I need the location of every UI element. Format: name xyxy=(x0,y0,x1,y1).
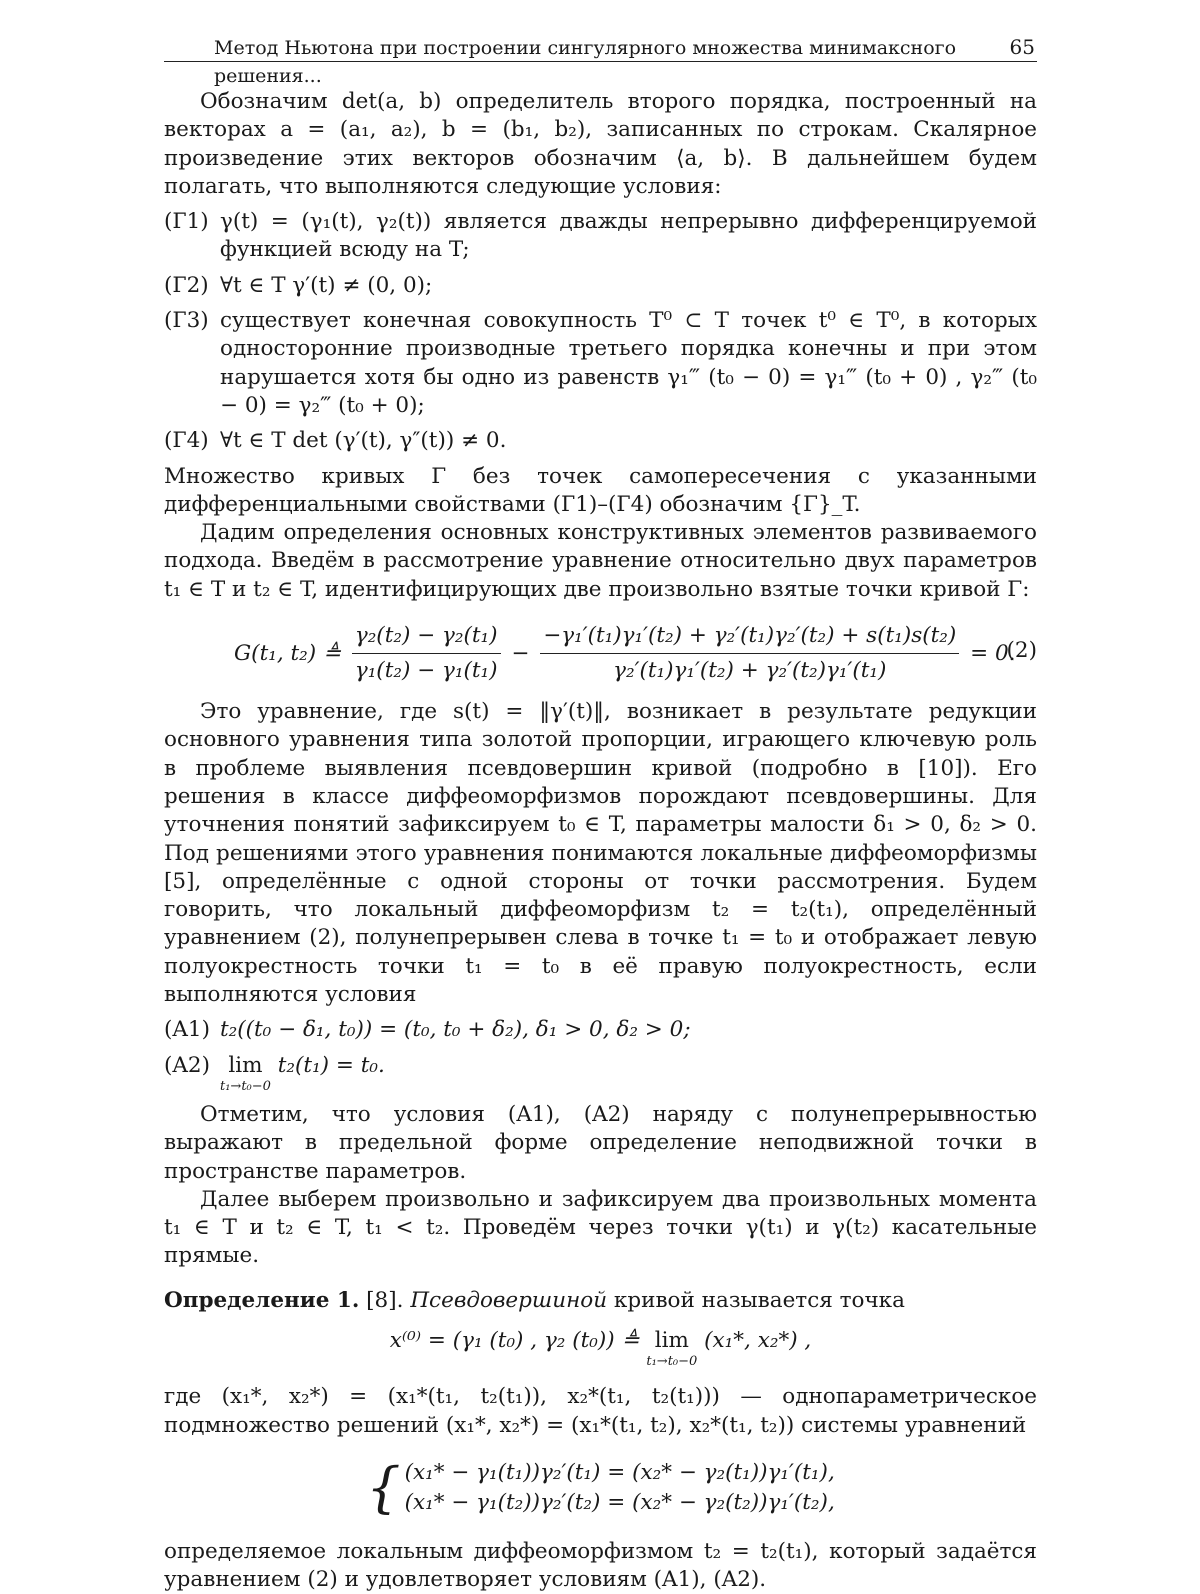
running-title: Метод Ньютона при построении сингулярного множества минимаксного решения... xyxy=(214,37,957,88)
condition-text: ∀t ∈ T γ′(t) ≠ (0, 0); xyxy=(220,272,433,298)
equation-body xyxy=(234,622,1016,686)
condition-g4 xyxy=(164,427,1037,455)
fraction-2-numerator: −γ₁′(t₁)γ₁′(t₂) + γ₂′(t₁)γ₂′(t₂) + s(t₁)s(t₂) xyxy=(540,622,959,654)
condition-text: t₂((t₀ − δ₁, t₀)) = (t₀, t₀ + δ₂), δ₁ > 0, δ₂ > 0; xyxy=(220,1017,691,1043)
formula-lhs: x⁽⁰⁾ = (γ₁ (t₀) , γ₂ (t₀)) ≜ xyxy=(389,1327,640,1353)
condition-a1 xyxy=(164,1016,1037,1044)
paragraph-remark: Отметим, что условия (A1), (A2) наряду с полунепрерывностью выражают в предельной форме определение неподвижной точки в пространстве параметров. xyxy=(164,1101,1037,1184)
paragraph-equation-meaning: Это уравнение, где s(t) = ‖γ′(t)‖, возникает в результате редукции основного уравнения типа золотой пропорции, играющего ключевую роль в проблеме выявления псевдовершин кривой (подробно в [10]). Его решения в классе диффеоморфизмов порождают псевдовершины. Для уточнения понятий зафиксируем t₀ ∈ T, параметры малости δ₁ > 0, δ₂ > 0. Под решениями этого уравнения понимаются локальные диффеоморфизмы [5], определённые с одной стороны от точки рассмотрения. Будем говорить, что локальный диффеоморфизм t₂ = t₂(t₁), определённый уравнением (2), полунепрерывен слева в точке t₁ = t₀ и отображает левую полуокрестность точки t₁ = t₀ в её правую полуокрестность, если выполняются условия xyxy=(164,699,1037,1008)
system-row: (x₁* − γ₁(t₁))γ₂′(t₁) = (x₂* − γ₂(t₁))γ₁′(t₁), xyxy=(404,1459,835,1485)
equation-system xyxy=(164,1455,1037,1519)
page-number: 65 xyxy=(1009,35,1035,59)
paragraph-definitions-intro: Дадим определения основных конструктивных элементов развиваемого подхода. Введём в рассмотрение уравнение относительно двух параметров t₁ ∈ T и t₂ ∈ T, идентифицирующих две произвольно взятые точки кривой Γ: xyxy=(164,520,1037,602)
paragraph-notation: Обозначим det(a, b) определитель второго порядка, построенный на векторах a = (a₁, a₂), b = (b₁, b₂), записанных по строкам. Скалярное произведение этих векторов обозначим ⟨a, b⟩. В дальнейшем будем полагать, что выполняются следующие условия: xyxy=(164,89,1037,199)
pseudovertex-formula xyxy=(164,1327,1037,1369)
condition-g2 xyxy=(164,272,1037,300)
condition-label: (Г3) xyxy=(164,308,209,334)
equation-2 xyxy=(164,622,1037,684)
condition-text: существует конечная совокупность T⁰ ⊂ T точек t⁰ ∈ T⁰, в которых односторонние производные третьего порядка конечны и при этом нарушается хотя бы одно из равенств γ₁‴ (t₀ − 0) = γ₁‴ (t₀ + 0) , γ₂‴ (t₀ − 0) = γ₂‴ (t₀ + 0); xyxy=(220,308,1037,418)
limit-operator xyxy=(646,1327,697,1369)
equation-minus: − xyxy=(511,640,530,666)
paragraph-tangents: Далее выберем произвольно и зафиксируем два произвольных момента t₁ ∈ T и t₂ ∈ T, t₁ < t₂. Проведём через точки γ(t₁) и γ(t₂) касательные прямые. xyxy=(164,1186,1037,1269)
equation-rhs: = 0. xyxy=(970,640,1016,666)
system-row: (x₁* − γ₁(t₂))γ₂′(t₂) = (x₂* − γ₂(t₂))γ₁′(t₂), xyxy=(404,1489,835,1515)
equation-lhs: G(t₁, t₂) ≜ xyxy=(234,640,341,666)
paragraph-subset: где (x₁*, x₂*) = (x₁*(t₁, t₂(t₁)), x₂*(t₁, t₂(t₁))) — однопараметрическое подмножество решений (x₁*, x₂*) = (x₁*(t₁, t₂), x₂*(t₁, t₂)) системы уравнений xyxy=(164,1384,1037,1438)
definition-ref: [8]. xyxy=(366,1287,404,1313)
paragraph-curve-set: Множество кривых Γ без точек самопересечения с указанными дифференциальными свойствами (Г1)–(Г4) обозначим {Γ}_T. xyxy=(164,463,1037,517)
definition-term: Псевдовершиной xyxy=(410,1287,608,1313)
equation-number: (2) xyxy=(1006,638,1037,664)
running-header xyxy=(164,30,1037,88)
paragraph-conclusion: определяемое локальным диффеоморфизмом t₂ = t₂(t₁), который задаётся уравнением (2) и удовлетворяет условиям (A1), (A2). xyxy=(164,1538,1037,1593)
definition-rest: кривой называется точка xyxy=(613,1287,905,1313)
condition-a2 xyxy=(164,1052,1037,1094)
condition-a2-body xyxy=(220,1052,1037,1094)
system-brace: { xyxy=(366,1455,401,1519)
system-rows xyxy=(405,1458,835,1518)
fraction-1 xyxy=(352,622,501,686)
condition-label: (Г1) xyxy=(164,209,209,235)
condition-label: (Г2) xyxy=(164,272,209,298)
page xyxy=(164,30,1037,1594)
fraction-1-denominator: γ₁(t₂) − γ₁(t₁) xyxy=(354,658,498,684)
limit-subscript: t₁→t₀−0 xyxy=(646,1354,698,1370)
condition-label: (Г4) xyxy=(164,428,209,454)
condition-g1 xyxy=(164,208,1037,265)
limit-operator xyxy=(220,1052,271,1094)
condition-text: t₂(t₁) = t₀. xyxy=(277,1052,385,1078)
condition-label: (A2) xyxy=(164,1052,210,1078)
limit-word: lim xyxy=(654,1327,689,1353)
condition-g3 xyxy=(164,307,1037,420)
condition-label: (A1) xyxy=(164,1017,210,1043)
condition-text: ∀t ∈ T det (γ′(t), γ″(t)) ≠ 0. xyxy=(220,428,507,454)
definition-1 xyxy=(164,1287,1037,1315)
fraction-2 xyxy=(540,622,959,686)
limit-word: lim xyxy=(228,1052,263,1078)
fraction-2-denominator: γ₂′(t₁)γ₁′(t₂) + γ₂′(t₂)γ₁′(t₁) xyxy=(613,658,887,684)
limit-subscript: t₁→t₀−0 xyxy=(220,1078,271,1094)
fraction-1-numerator: γ₂(t₂) − γ₂(t₁) xyxy=(352,622,501,654)
formula-rhs: (x₁*, x₂*) , xyxy=(704,1327,812,1353)
definition-heading: Определение 1. xyxy=(164,1287,360,1313)
condition-text: γ(t) = (γ₁(t), γ₂(t)) является дважды непрерывно дифференцируемой функцией всюду на T; xyxy=(220,209,1037,263)
